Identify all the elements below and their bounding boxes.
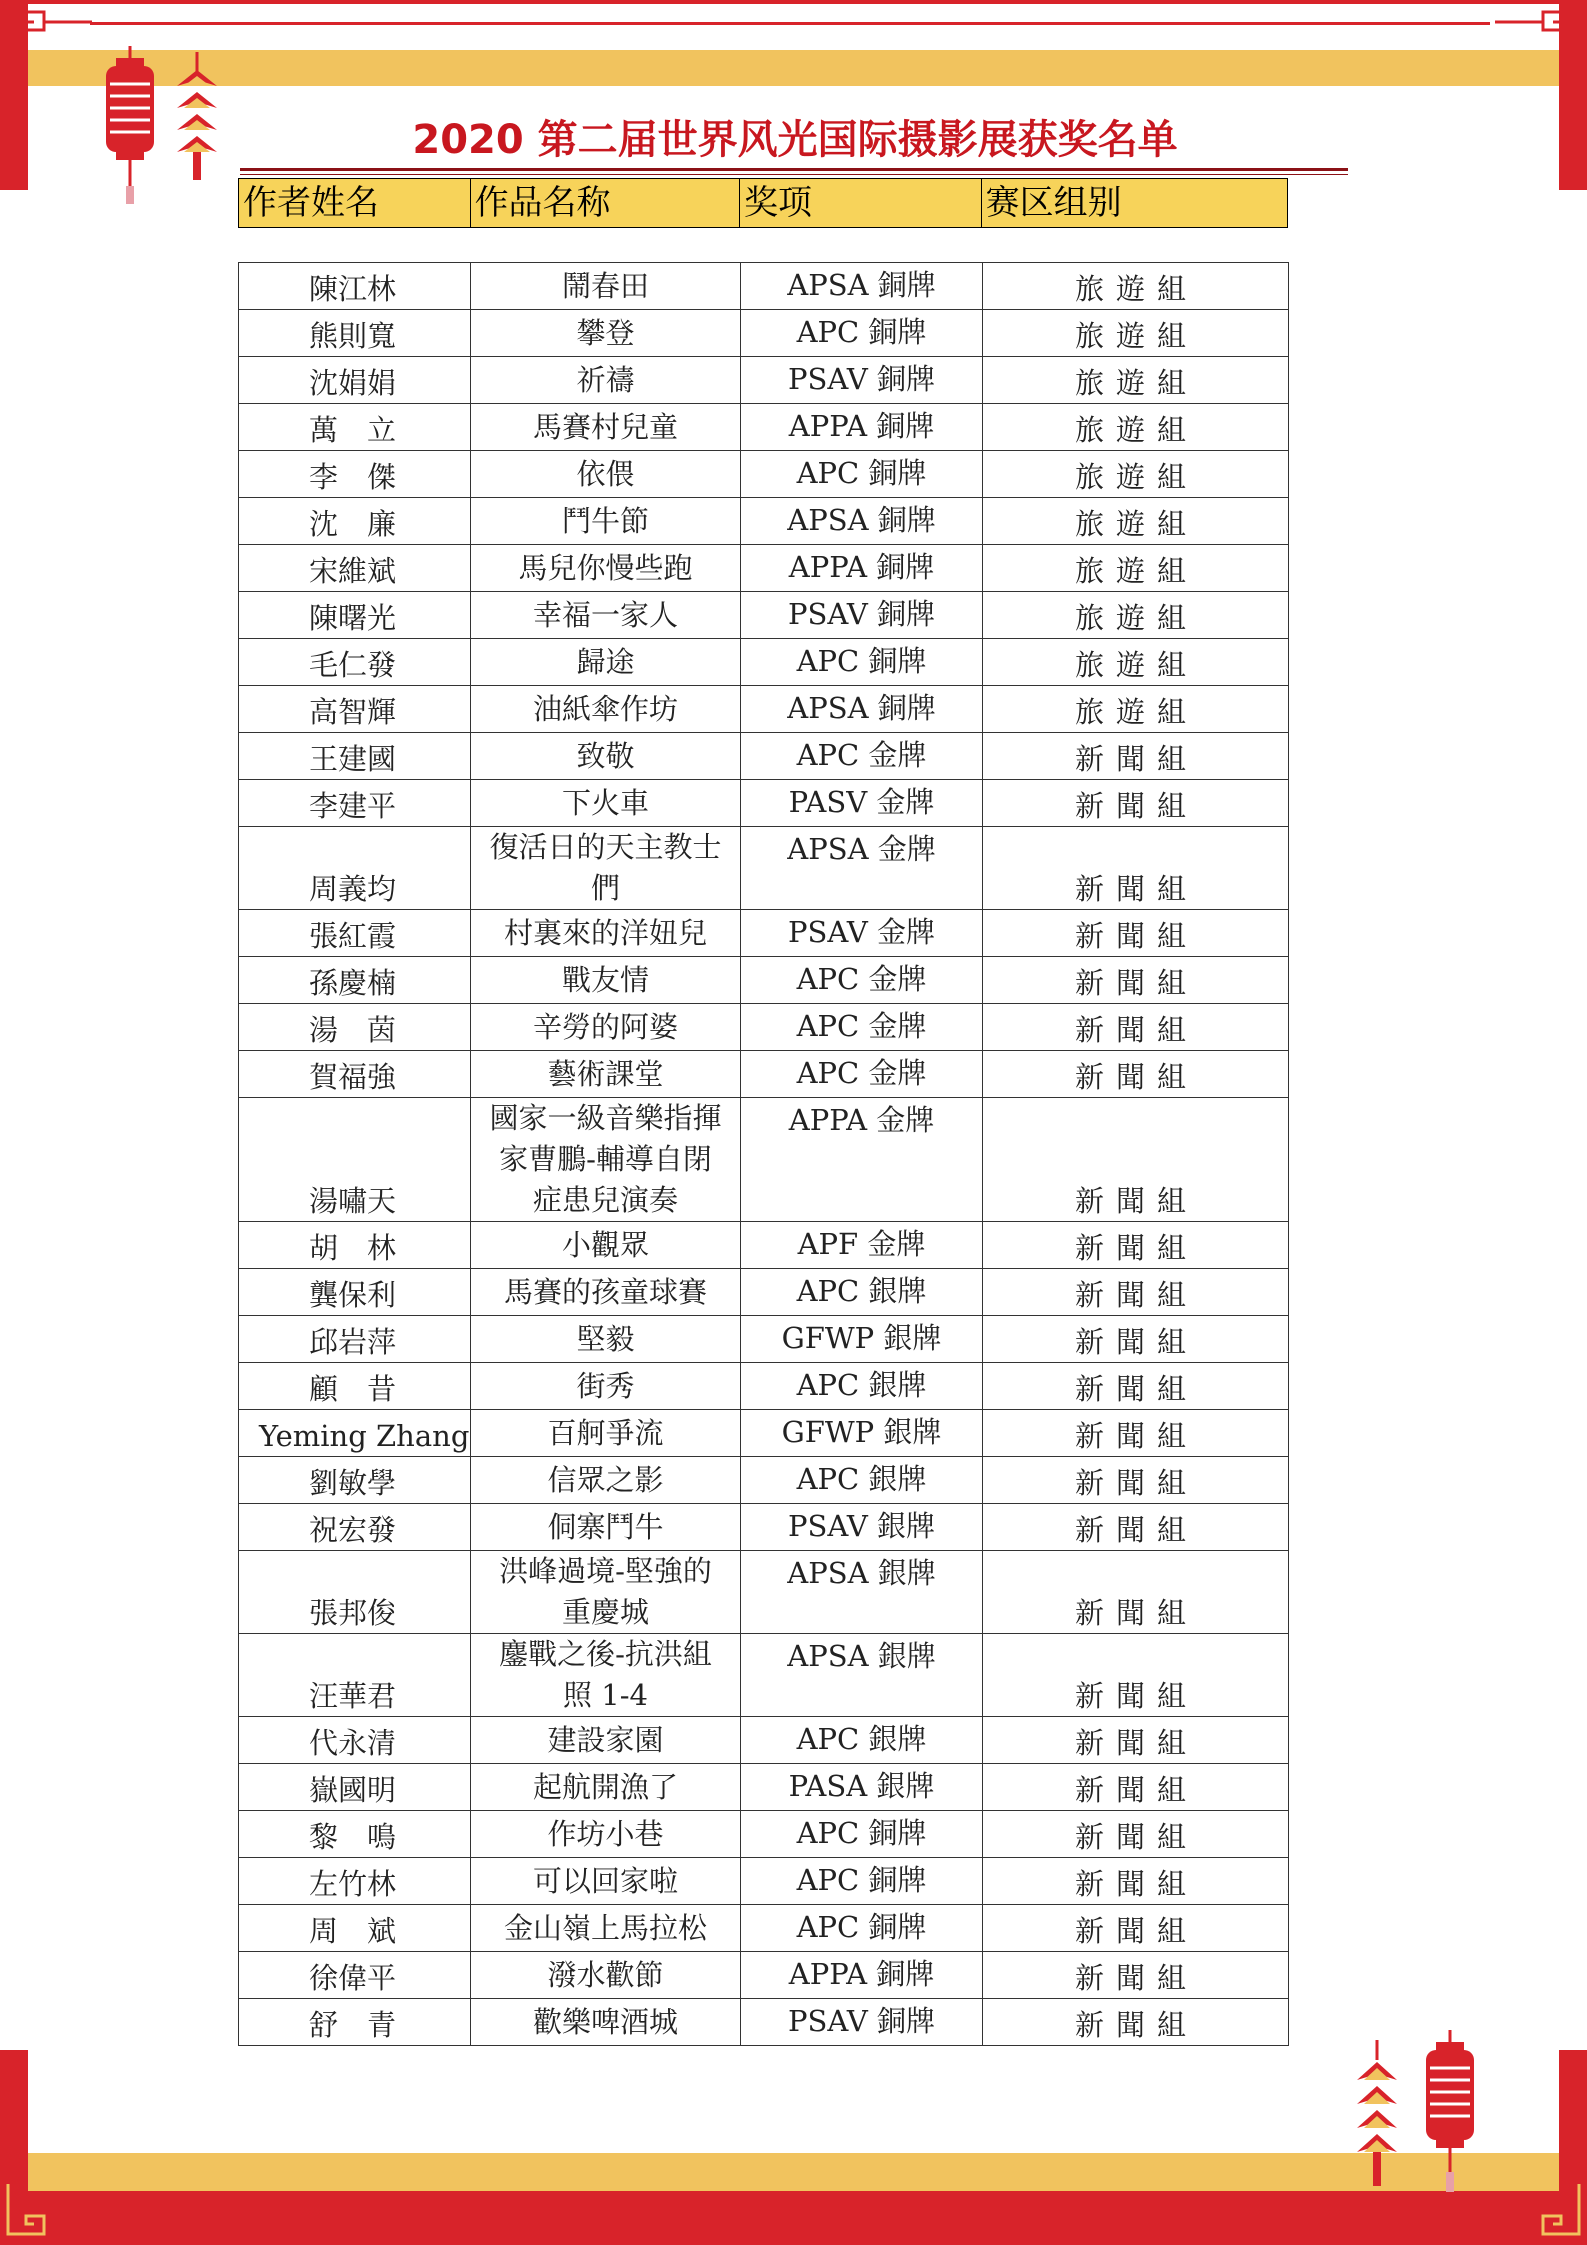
cell-author: 代永清: [239, 1717, 471, 1764]
table-row: [239, 1269, 1289, 1316]
red-lantern-icon: [1420, 2030, 1480, 2195]
table-row: [239, 1098, 1289, 1222]
cell-work: 建設家園: [471, 1717, 741, 1764]
cell-group: 新聞組: [983, 1811, 1289, 1858]
cell-author: 孫慶楠: [239, 957, 471, 1004]
table-header-row: [238, 178, 1288, 228]
table-row: [239, 733, 1289, 780]
cell-award: APSA 銀牌: [741, 1551, 983, 1634]
award-table: [238, 262, 1289, 2046]
cell-author: 萬 立: [239, 404, 471, 451]
cell-work: 幸福一家人: [471, 592, 741, 639]
corner-ornament-bottom-left-icon: [4, 2180, 94, 2240]
cell-group: 新聞組: [983, 1764, 1289, 1811]
cell-group: 旅遊組: [983, 498, 1289, 545]
cell-work-line: 家曹鵬-輔導自閉: [499, 1142, 712, 1176]
corner-ornament-top-left-icon: [4, 6, 94, 66]
cell-work-line: 照 1-4: [563, 1678, 648, 1712]
cell-group: 新聞組: [983, 780, 1289, 827]
table-row: [239, 1634, 1289, 1717]
cell-work: 信眾之影: [471, 1457, 741, 1504]
cell-author: 胡 林: [239, 1222, 471, 1269]
cell-author: 汪華君: [239, 1634, 471, 1717]
cell-award: APC 銅牌: [741, 639, 983, 686]
cell-award: APC 銅牌: [741, 1905, 983, 1952]
cell-author: 周義均: [239, 827, 471, 910]
cell-work: 依偎: [471, 451, 741, 498]
cell-award: APPA 銅牌: [741, 404, 983, 451]
cell-group: 新聞組: [983, 733, 1289, 780]
table-row: [239, 1999, 1289, 2046]
cell-group: 新聞組: [983, 1098, 1289, 1222]
cell-group: 旅遊組: [983, 639, 1289, 686]
cell-group: 新聞組: [983, 1269, 1289, 1316]
cell-work: 戰友情: [471, 957, 741, 1004]
table-row: [239, 1504, 1289, 1551]
cell-author: 陳曙光: [239, 592, 471, 639]
cell-author: 龔保利: [239, 1269, 471, 1316]
cell-group: 新聞組: [983, 1952, 1289, 1999]
table-row: [239, 910, 1289, 957]
table-row: [239, 451, 1289, 498]
cell-award: PSAV 金牌: [741, 910, 983, 957]
cell-group: 新聞組: [983, 1634, 1289, 1717]
cell-work: 起航開漁了: [471, 1764, 741, 1811]
cell-author: 舒 青: [239, 1999, 471, 2046]
cell-group: 新聞組: [983, 1457, 1289, 1504]
cell-work-line: 重慶城: [561, 1595, 649, 1629]
table-row: [239, 1858, 1289, 1905]
cell-author: 周 斌: [239, 1905, 471, 1952]
cell-group: 新聞組: [983, 1717, 1289, 1764]
cell-group: 新聞組: [983, 1858, 1289, 1905]
cell-award: GFWP 銀牌: [741, 1410, 983, 1457]
cell-work: 藝術課堂: [471, 1051, 741, 1098]
cell-work: [471, 1098, 741, 1222]
table-row: [239, 1551, 1289, 1634]
cell-work: 鬧春田: [471, 263, 741, 310]
cell-author: 賀福強: [239, 1051, 471, 1098]
cell-work: 祈禱: [471, 357, 741, 404]
table-row: [239, 310, 1289, 357]
cell-author: 顧 昔: [239, 1363, 471, 1410]
cell-group: 新聞組: [983, 1222, 1289, 1269]
frame-top-border: [0, 0, 1587, 4]
table-row: [239, 639, 1289, 686]
cell-author: 湯嘯天: [239, 1098, 471, 1222]
cell-author: 劉敏學: [239, 1457, 471, 1504]
cell-group: 旅遊組: [983, 357, 1289, 404]
page-title: 2020 第二届世界风光国际摄影展获奖名单: [412, 117, 1178, 163]
header-work: 作品名称: [471, 179, 740, 227]
cell-award: APC 銀牌: [741, 1717, 983, 1764]
cell-award: APC 銅牌: [741, 1858, 983, 1905]
cell-group: 新聞組: [983, 957, 1289, 1004]
firecracker-string-icon: [172, 52, 222, 182]
cell-group: 旅遊組: [983, 451, 1289, 498]
cell-award: APF 金牌: [741, 1222, 983, 1269]
table-row: [239, 498, 1289, 545]
award-table-body: [239, 263, 1289, 2046]
table-row: [239, 592, 1289, 639]
cell-award: APPA 金牌: [741, 1098, 983, 1222]
cell-work: 致敬: [471, 733, 741, 780]
table-row: [239, 780, 1289, 827]
cell-author: 沈 廉: [239, 498, 471, 545]
cell-author: 高智輝: [239, 686, 471, 733]
table-row: [239, 1717, 1289, 1764]
cell-award: APSA 銅牌: [741, 263, 983, 310]
cell-author: 張邦俊: [239, 1551, 471, 1634]
cell-award: APC 金牌: [741, 957, 983, 1004]
cell-work: 鬥牛節: [471, 498, 741, 545]
header-author: 作者姓名: [239, 179, 471, 227]
cell-award: PASV 金牌: [741, 780, 983, 827]
cell-author: 湯 茵: [239, 1004, 471, 1051]
cell-work: 小觀眾: [471, 1222, 741, 1269]
cell-work: [471, 827, 741, 910]
cell-work: 歡樂啤酒城: [471, 1999, 741, 2046]
cell-author: 邱岩萍: [239, 1316, 471, 1363]
cell-award: APC 金牌: [741, 1004, 983, 1051]
cell-work-line: 症患兒演奏: [532, 1183, 678, 1217]
cell-award: APC 銅牌: [741, 1811, 983, 1858]
cell-work: 街秀: [471, 1363, 741, 1410]
cell-group: 旅遊組: [983, 263, 1289, 310]
cell-work: 攀登: [471, 310, 741, 357]
cell-group: 新聞組: [983, 1051, 1289, 1098]
cell-author: Yeming Zhang: [239, 1410, 471, 1457]
table-row: [239, 1410, 1289, 1457]
table-row: [239, 957, 1289, 1004]
corner-ornament-bottom-right-icon: [1493, 2180, 1583, 2240]
cell-group: 新聞組: [983, 1410, 1289, 1457]
title-underline-thin: [240, 174, 1348, 175]
cell-work: 金山嶺上馬拉松: [471, 1905, 741, 1952]
cell-author: 嶽國明: [239, 1764, 471, 1811]
cell-work-line: 們: [590, 871, 620, 905]
cell-group: 新聞組: [983, 1905, 1289, 1952]
cell-work: 馬賽的孩童球賽: [471, 1269, 741, 1316]
cell-work: 馬兒你慢些跑: [471, 545, 741, 592]
table-row: [239, 686, 1289, 733]
cell-author: 宋維斌: [239, 545, 471, 592]
cell-award: APC 金牌: [741, 733, 983, 780]
cell-award: APC 銀牌: [741, 1269, 983, 1316]
firecracker-string-icon: [1352, 2040, 1402, 2190]
table-row: [239, 1051, 1289, 1098]
frame-top-thin-line: [90, 22, 1490, 25]
cell-work-line: 國家一級音樂指揮: [489, 1101, 722, 1135]
cell-award: PSAV 銅牌: [741, 1999, 983, 2046]
cell-author: 熊則寬: [239, 310, 471, 357]
cell-award: APC 金牌: [741, 1051, 983, 1098]
cell-award: APC 銅牌: [741, 310, 983, 357]
cell-group: 新聞組: [983, 1363, 1289, 1410]
table-row: [239, 1316, 1289, 1363]
cell-work: 馬賽村兒童: [471, 404, 741, 451]
cell-work: 可以回家啦: [471, 1858, 741, 1905]
cell-group: 新聞組: [983, 910, 1289, 957]
table-row: [239, 263, 1289, 310]
cell-author: 徐偉平: [239, 1952, 471, 1999]
corner-ornament-top-right-icon: [1493, 6, 1583, 66]
table-row: [239, 827, 1289, 910]
table-row: [239, 404, 1289, 451]
frame-bottom-gold-band: [28, 2153, 1559, 2191]
table-row: [239, 1457, 1289, 1504]
table-row: [239, 1222, 1289, 1269]
cell-group: 旅遊組: [983, 404, 1289, 451]
cell-author: 張紅霞: [239, 910, 471, 957]
cell-author: 李 傑: [239, 451, 471, 498]
cell-author: 毛仁發: [239, 639, 471, 686]
table-row: [239, 357, 1289, 404]
cell-group: 新聞組: [983, 1551, 1289, 1634]
cell-work-line: 洪峰過境-堅強的: [499, 1554, 712, 1588]
cell-group: 旅遊組: [983, 310, 1289, 357]
table-row: [239, 1811, 1289, 1858]
table-row: [239, 1004, 1289, 1051]
cell-work: 作坊小巷: [471, 1811, 741, 1858]
cell-author: 王建國: [239, 733, 471, 780]
cell-author: 左竹林: [239, 1858, 471, 1905]
table-row: [239, 545, 1289, 592]
cell-author: 祝宏發: [239, 1504, 471, 1551]
cell-work: [471, 1634, 741, 1717]
cell-work: 侗寨鬥牛: [471, 1504, 741, 1551]
cell-work: 村裏來的洋妞兒: [471, 910, 741, 957]
title-underline-thick: [240, 168, 1348, 171]
cell-award: GFWP 銀牌: [741, 1316, 983, 1363]
cell-group: 新聞組: [983, 1004, 1289, 1051]
header-award: 奖项: [740, 179, 982, 227]
cell-work: 堅毅: [471, 1316, 741, 1363]
cell-award: APSA 銅牌: [741, 498, 983, 545]
cell-award: PASA 銀牌: [741, 1764, 983, 1811]
header-group: 赛区组别: [985, 183, 1122, 223]
cell-work: 油紙傘作坊: [471, 686, 741, 733]
cell-award: APPA 銅牌: [741, 1952, 983, 1999]
cell-award: PSAV 銅牌: [741, 592, 983, 639]
cell-work: 歸途: [471, 639, 741, 686]
cell-work: 百舸爭流: [471, 1410, 741, 1457]
cell-group: 旅遊組: [983, 545, 1289, 592]
cell-group: 旅遊組: [983, 686, 1289, 733]
cell-group: 新聞組: [983, 1999, 1289, 2046]
cell-work-line: 復活日的天主教士: [489, 830, 722, 864]
cell-award: APC 銀牌: [741, 1363, 983, 1410]
cell-award: PSAV 銀牌: [741, 1504, 983, 1551]
table-row: [239, 1764, 1289, 1811]
cell-work: 下火車: [471, 780, 741, 827]
cell-work: 潑水歡節: [471, 1952, 741, 1999]
cell-award: PSAV 銅牌: [741, 357, 983, 404]
cell-award: APPA 銅牌: [741, 545, 983, 592]
cell-group: 新聞組: [983, 827, 1289, 910]
cell-author: 李建平: [239, 780, 471, 827]
cell-group: 旅遊組: [983, 592, 1289, 639]
cell-work: 辛勞的阿婆: [471, 1004, 741, 1051]
table-row: [239, 1905, 1289, 1952]
cell-award: APC 銅牌: [741, 451, 983, 498]
table-row: [239, 1952, 1289, 1999]
cell-work-line: 鏖戰之後-抗洪組: [499, 1637, 712, 1671]
cell-author: 陳江林: [239, 263, 471, 310]
cell-award: APSA 銀牌: [741, 1634, 983, 1717]
cell-author: 黎 鳴: [239, 1811, 471, 1858]
cell-award: APSA 銅牌: [741, 686, 983, 733]
cell-author: 沈娟娟: [239, 357, 471, 404]
red-lantern-icon: [100, 46, 160, 206]
cell-group: 新聞組: [983, 1316, 1289, 1363]
cell-group: 新聞組: [983, 1504, 1289, 1551]
frame-bottom-red-band: [0, 2191, 1587, 2245]
cell-award: APC 銀牌: [741, 1457, 983, 1504]
cell-award: APSA 金牌: [741, 827, 983, 910]
table-row: [239, 1363, 1289, 1410]
cell-work: [471, 1551, 741, 1634]
frame-top-gold-band: [28, 50, 1559, 86]
